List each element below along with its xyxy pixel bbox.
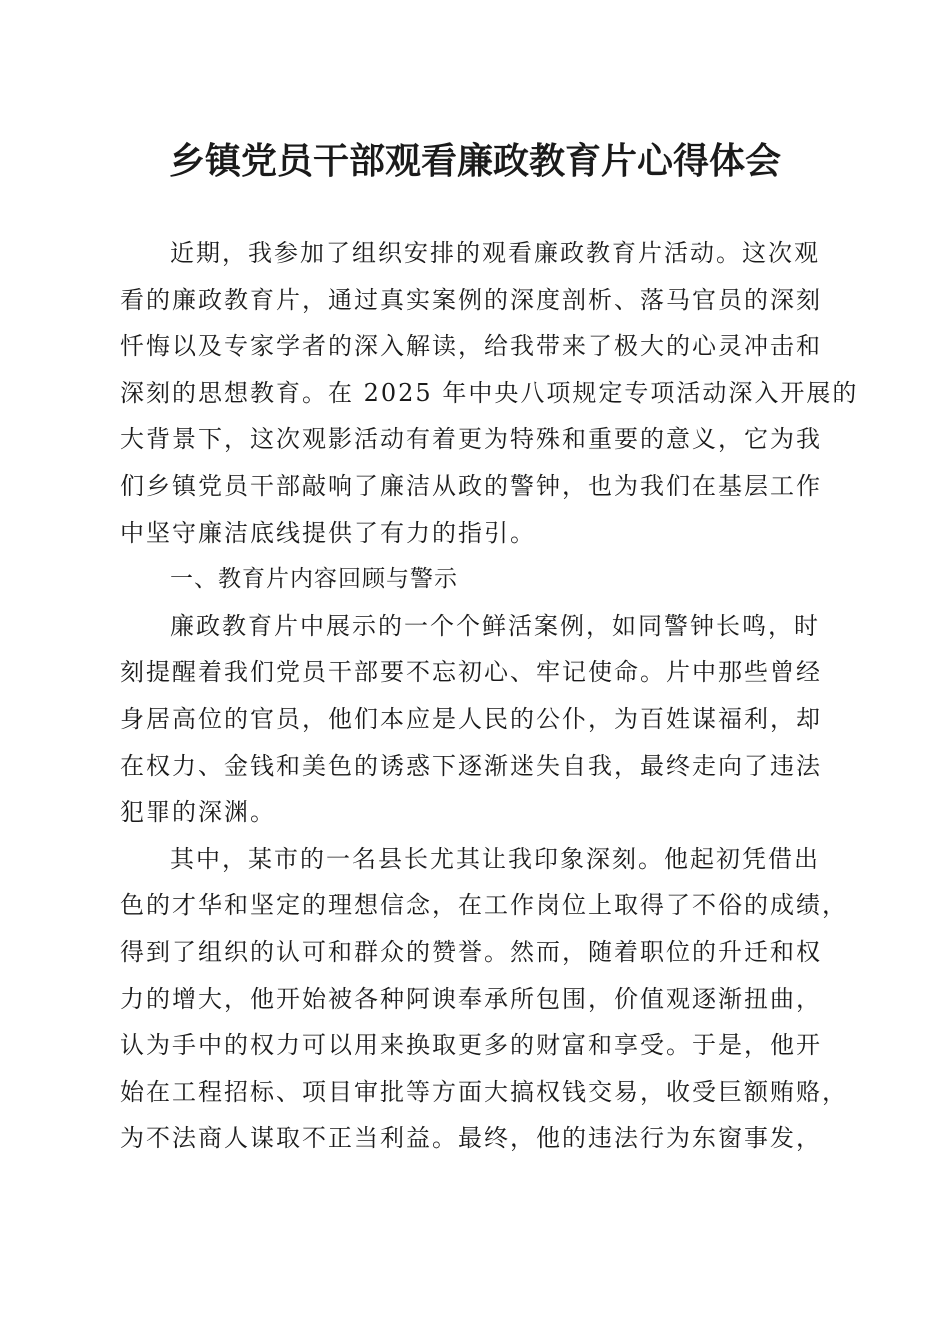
text-line: 大背景下，这次观影活动有着更为特殊和重要的意义，它为我 bbox=[120, 425, 822, 454]
paragraph-review bbox=[120, 603, 832, 836]
text-line: 力的增大，他开始被各种阿谀奉承所包围，价值观逐渐扭曲， bbox=[120, 984, 822, 1013]
text-line: 始在工程招标、项目审批等方面大搞权钱交易，收受巨额贿赂， bbox=[120, 1077, 848, 1106]
text-line: 中坚守廉洁底线提供了有力的指引。 bbox=[120, 518, 536, 547]
paragraph-intro bbox=[120, 230, 859, 556]
text-line: 在权力、金钱和美色的诱惑下逐渐迷失自我，最终走向了违法 bbox=[120, 751, 822, 780]
text-line: 其中，某市的一名县长尤其让我印象深刻。他起初凭借出 bbox=[170, 844, 820, 873]
text-line: 看的廉政教育片，通过真实案例的深度剖析、落马官员的深刻 bbox=[120, 285, 822, 314]
text-line: 得到了组织的认可和群众的赞誉。然而，随着职位的升迁和权 bbox=[120, 937, 822, 966]
text-line: 近期，我参加了组织安排的观看廉政教育片活动。这次观 bbox=[170, 239, 820, 267]
section-heading: 一、教育片内容回顾与警示 bbox=[170, 566, 458, 593]
text-line: 廉政教育片中展示的一个个鲜活案例，如同警钟长鸣，时 bbox=[170, 611, 820, 640]
text-line: 为不法商人谋取不正当利益。最终，他的违法行为东窗事发， bbox=[120, 1124, 822, 1153]
text-line: 色的才华和坚定的理想信念，在工作岗位上取得了不俗的成绩， bbox=[120, 891, 848, 920]
text-line: 们乡镇党员干部敲响了廉洁从政的警钟，也为我们在基层工作 bbox=[120, 471, 822, 500]
text-line: 深刻的思想教育。在 2025 年中央八项规定专项活动深入开展的 bbox=[120, 378, 859, 407]
text-line: 刻提醒着我们党员干部要不忘初心、牢记使命。片中那些曾经 bbox=[120, 658, 822, 687]
text-line: 犯罪的深渊。 bbox=[120, 798, 276, 827]
document-body bbox=[120, 230, 859, 1162]
text-line: 忏悔以及专家学者的深入解读，给我带来了极大的心灵冲击和 bbox=[120, 332, 822, 361]
text-line: 身居高位的官员，他们本应是人民的公仆，为百姓谋福利，却 bbox=[120, 704, 822, 733]
document-title: 乡镇党员干部观看廉政教育片心得体会 bbox=[168, 140, 781, 182]
text-line: 认为手中的权力可以用来换取更多的财富和享受。于是，他开 bbox=[120, 1031, 822, 1060]
paragraph-case bbox=[120, 836, 848, 1162]
